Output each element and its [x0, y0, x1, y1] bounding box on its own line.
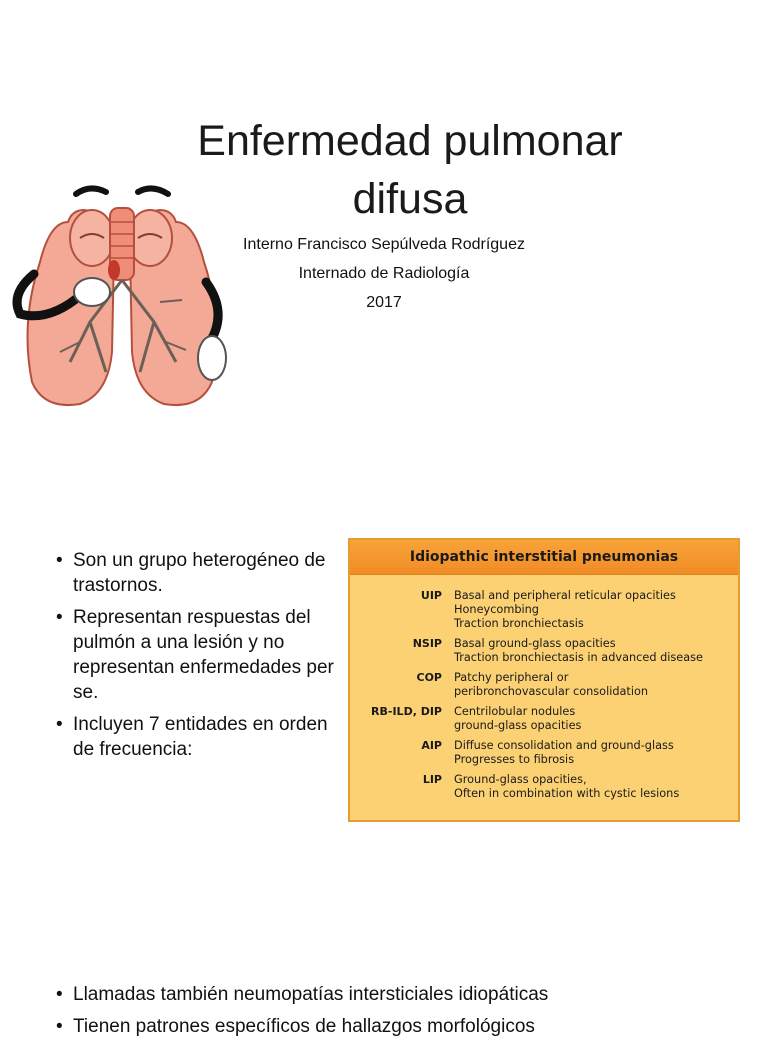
table-row	[350, 671, 738, 699]
bullet-item: • Representan respuestas del pulmón a una lesión y no representan enfermedades per se.	[56, 605, 348, 705]
row-abbr: RB-ILD, DIP	[371, 705, 442, 718]
row-line: Basal and peripheral reticular opacities	[454, 589, 676, 602]
row-line: Progresses to fibrosis	[454, 753, 575, 766]
slide-subtitle	[200, 230, 568, 317]
row-line: Ground-glass opacities,	[454, 773, 587, 786]
pneumonias-table	[348, 538, 740, 822]
bullet-list	[56, 548, 348, 769]
row-line: Traction bronchiectasis	[454, 617, 584, 630]
year-label: 2017	[366, 294, 402, 311]
table-rows	[350, 575, 738, 801]
row-description	[454, 739, 738, 767]
row-line: ground-glass opacities	[454, 719, 582, 732]
author-name: Interno Francisco Sepúlveda Rodríguez	[243, 236, 525, 253]
row-abbr: COP	[416, 671, 442, 684]
bullet-item: • Incluyen 7 entidades en orden de frecuencia:	[56, 712, 348, 762]
row-line: Diffuse consolidation and ground-glass	[454, 739, 674, 752]
row-abbr: AIP	[421, 739, 442, 752]
row-description	[454, 705, 738, 733]
row-abbr: UIP	[420, 589, 442, 602]
row-line: Basal ground-glass opacities	[454, 637, 616, 650]
row-line: Patchy peripheral or	[454, 671, 569, 684]
program-name: Internado de Radiología	[298, 265, 470, 282]
title-line-2: difusa	[352, 175, 468, 223]
bullet-item: • Tienen patrones específicos de hallazgos morfológicos	[56, 1014, 756, 1039]
table-row	[350, 739, 738, 767]
row-description	[454, 773, 738, 801]
bullet-list-2	[56, 982, 756, 1046]
table-row	[350, 637, 738, 665]
table-title: Idiopathic interstitial pneumonias	[350, 540, 738, 575]
row-abbr: LIP	[422, 773, 442, 786]
table-row	[350, 773, 738, 801]
row-description	[454, 671, 738, 699]
row-abbr: NSIP	[412, 637, 442, 650]
title-line-1: Enfermedad pulmonar	[197, 117, 623, 165]
row-line: Honeycombing	[454, 603, 539, 616]
row-line: Traction bronchiectasis in advanced disease	[454, 651, 703, 664]
row-line: Centrilobular nodules	[454, 705, 576, 718]
row-line: peribronchovascular consolidation	[454, 685, 649, 698]
row-line: Often in combination with cystic lesions	[454, 787, 680, 800]
table-row	[350, 589, 738, 631]
row-description	[454, 637, 738, 665]
bullet-item: • Son un grupo heterogéneo de trastornos.	[56, 548, 348, 598]
slide-title	[180, 112, 640, 228]
row-description	[454, 589, 738, 631]
table-row	[350, 705, 738, 733]
bullet-item: • Llamadas también neumopatías intersticiales idiopáticas	[56, 982, 756, 1007]
